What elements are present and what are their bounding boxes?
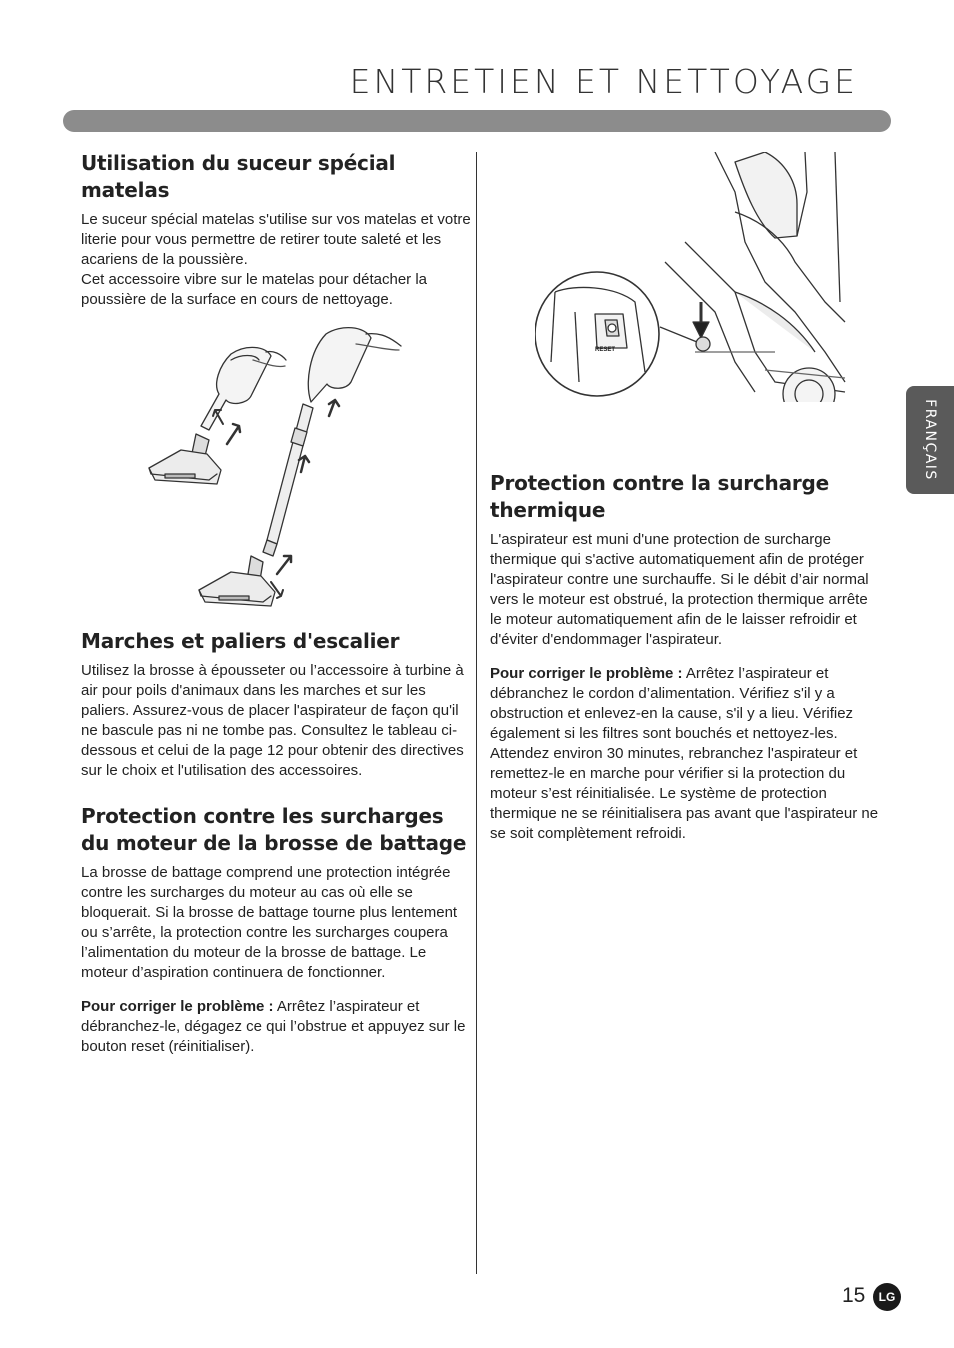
fix-text: Arrêtez l’aspirateur et débranchez-le, dégagez ce qui l’obstrue et appuyez sur le bouton reset (réinitialiser). [81,998,466,1055]
section-heading-thermal: Protection contre la surcharge thermique [490,471,830,522]
section-paragraph: Le suceur spécial matelas s'utilise sur vos matelas et votre literie pour vous permettre de retirer toute saleté et les acariens de la poussière. [81,211,471,268]
section-heading-mattress: Utilisation du suceur spécial matelas [81,151,396,202]
section-paragraph: L'aspirateur est muni d'une protection de surcharge thermique qui s'active automatiquement afin de protéger l'aspirateur contre une surchauffe. Si le débit d’air normal vers le moteur est obstrué, la protection thermique arrête le moteur automatiquement afin de le laisser refroidir et d'éviter d'endommager l'aspirateur. [490,531,869,648]
language-tab-label: FRANÇAIS [922,399,938,481]
fix-text: Arrêtez l’aspirateur et débranchez le cordon d’alimentation. Vérifiez s'il y a obstruction et enlevez-en la cause, s'il y a lieu. Vérifiez également si les filtres sont bouchés et nettoyez-les. Attendez environ 30 minutes, rebranchez l'aspirateur et remettez-le en marche pour vérifier si la protection du moteur s’est réinitialisée. Le système de protection thermique ne se réinitialisera pas avant que l'aspirateur ne se soit complètement refroidi. [490,665,879,842]
title-bar [63,110,891,132]
section-paragraph: La brosse de battage comprend une protection intégrée contre les surcharges du moteur au cas où elle se bloquerait. Si la brosse de battage tourne plus lentement ou s’arrête, la protection contre les surcharges coupera l’alimentation du moteur de la brosse de battage. Le moteur d’aspiration continuera de fonctionner. [81,864,458,981]
reset-button-illustration [535,152,850,402]
right-column [490,470,880,858]
section-heading-stairs: Marches et paliers d'escalier [81,629,400,653]
section-paragraph: Cet accessoire vibre sur le matelas pour détacher la poussière de la surface en cours de nettoyage. [81,271,427,308]
reset-label: RESET [595,347,616,353]
left-column [81,150,471,1071]
lg-logo-icon: LG [873,1283,901,1311]
fix-paragraph [490,664,880,844]
page-title: ENTRETIEN ET NETTOYAGE [349,62,858,101]
fix-paragraph [81,997,471,1057]
page-number: 15 [842,1284,866,1307]
mattress-tool-illustration [81,324,421,614]
section-heading-brush-overload: Protection contre les surcharges du moteur de la brosse de battage [81,804,467,855]
fix-label: Pour corriger le problème : [81,998,274,1015]
section-paragraph: Utilisez la brosse à épousseter ou l’accessoire à turbine à air pour poils d'animaux dans les marches et sur les paliers. Assurez-vous de placer l'aspirateur de façon qu'il ne bascule pas ni ne tombe pas. Consultez le tableau ci-dessous et celui de la page 12 pour obtenir des directives sur le choix et l'utilisation des accessoires. [81,662,464,779]
column-divider [476,152,477,1274]
fix-label: Pour corriger le problème : [490,665,683,682]
language-tab [906,386,954,494]
